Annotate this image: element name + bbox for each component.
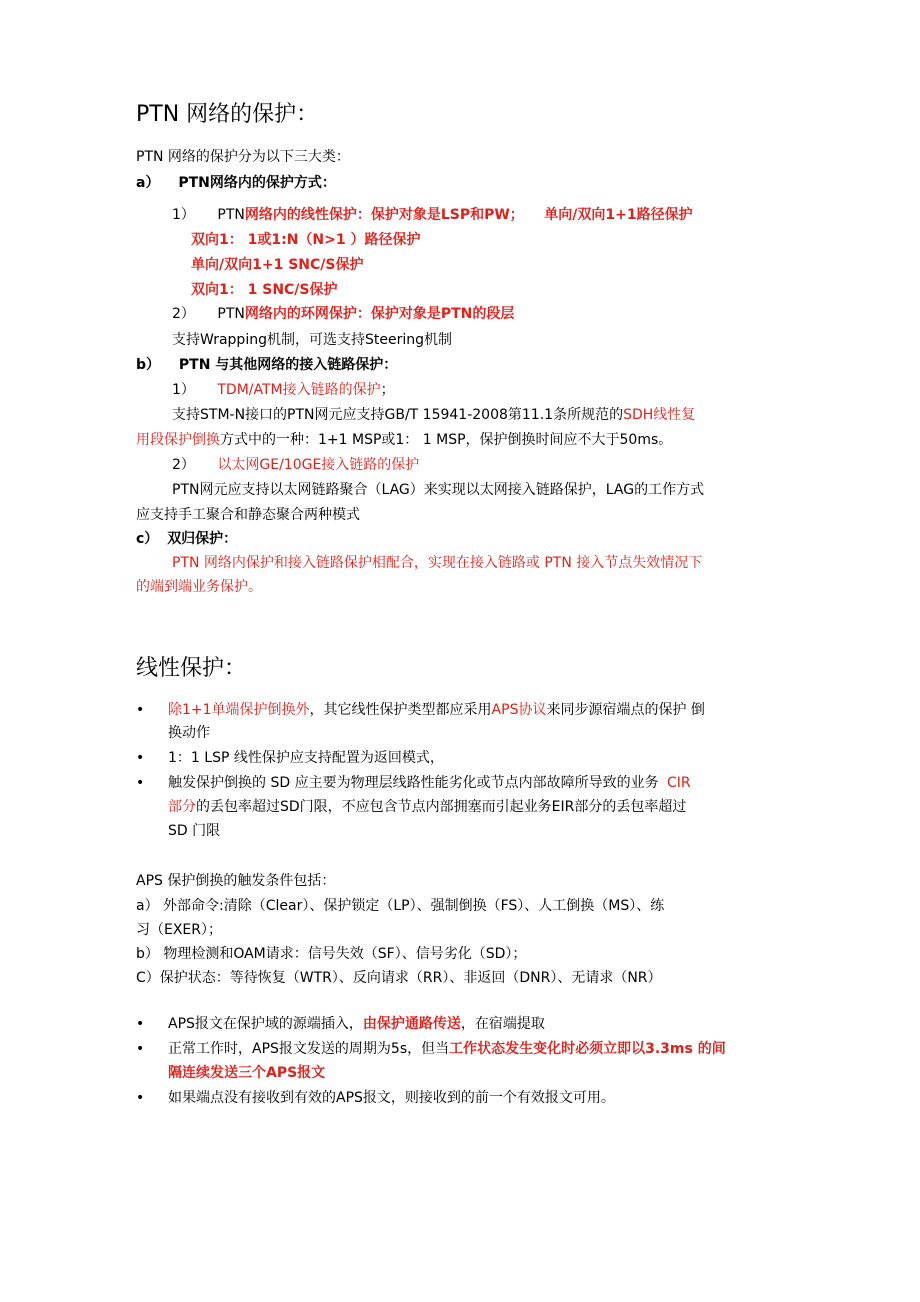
condition-b: b） 物理检测和OAM请求：信号失效（SF）、信号劣化（SD）； (136, 946, 527, 962)
a1-sub3: 双向1： 1 SNC/S保护 (191, 282, 338, 298)
intro-text: PTN 网络的保护分为以下三大类： (136, 149, 350, 165)
a2-red-text: 网络内的环网保护：保护对象是PTN的段层 (244, 306, 515, 322)
bullet1-line2: 换动作 (168, 725, 210, 741)
a1-sub1: 双向1： 1或1:N（N>1 ）路径保护 (191, 232, 421, 248)
b1-red-text: TDM/ATM接入链路的保护 (217, 382, 381, 398)
a1-red-text2: 单向/双向1+1路径保护 (544, 207, 693, 223)
a2-prefix: PTN (217, 306, 245, 322)
a2-line (172, 304, 514, 324)
bullet4-text-a: APS报文在保护域的源端插入， (168, 1016, 363, 1032)
bullet-icon: • (136, 1041, 145, 1057)
b1-line (172, 380, 395, 400)
bullet4-text-b: ，在宿端提取 (460, 1016, 545, 1032)
item-c-title: 双归保护： (167, 531, 238, 547)
item-b-heading (136, 355, 397, 375)
b1-desc2: 方式中的一种：1+1 MSP或1： 1 MSP，保护倒换时间应不大于50ms。 (220, 432, 673, 448)
a1-num: 1） (172, 207, 195, 223)
section-title-linear-protection: 线性保护： (136, 656, 247, 681)
item-a-title: PTN网络内的保护方式： (178, 175, 336, 191)
b2-desc-line1: PTN网元应支持以太网链路聚合（LAG）来实现以太网接入链路保护，LAG的工作方式 (172, 482, 705, 498)
b1-suffix: ； (380, 382, 395, 398)
bullet5-red-a: 工作状态发生变化时必须立即以3.3ms 的间 (449, 1041, 726, 1057)
b1-num: 1） (172, 382, 195, 398)
bullet-icon: • (136, 750, 145, 766)
b1-desc-line2 (136, 430, 672, 450)
b2-num: 2） (172, 457, 195, 473)
b1-desc1: 支持STM-N接口的PTN网元应支持GB/T 15941-2008第11.1条所规范的 (172, 407, 624, 423)
item-c-heading (136, 529, 237, 549)
bullet1-text-b: 来同步源宿端点的保护 倒 (546, 702, 705, 718)
c-desc-line2: 的端到端业务保护。 (136, 579, 262, 595)
bullet3-text1: 触发保护倒换的 SD 应主要为物理层线路性能劣化或节点内部故障所导致的业务 (168, 775, 659, 791)
bullet3-red2: 部分 (168, 799, 196, 815)
bullet3-line2 (168, 797, 686, 817)
bullet1-red-a: 除1+1单端保护倒换外 (168, 702, 310, 718)
bullet6-text: 如果端点没有接收到有效的APS报文，则接收到的前一个有效报文可用。 (168, 1090, 615, 1106)
a1-sub2: 单向/双向1+1 SNC/S保护 (191, 257, 364, 273)
bullet1-red-b: APS协议 (491, 702, 547, 718)
bullet5-line1 (168, 1039, 726, 1059)
bullet4-line (168, 1014, 545, 1034)
a1-prefix: PTN (217, 207, 245, 223)
condition-c: C）保护状态：等待恢复（WTR）、反向请求（RR）、非返回（DNR）、无请求（NR） (136, 970, 662, 986)
b1-desc2-red: 用段保护倒换 (136, 432, 220, 448)
b2-line (172, 455, 419, 475)
bullet-icon: • (136, 702, 145, 718)
condition-a-line1: a） 外部命令:清除（Clear）、保护锁定（LP）、强制倒换（FS）、人工倒换（MS）、练 (136, 898, 665, 914)
aps-intro: APS 保护倒换的触发条件包括： (136, 873, 336, 889)
bullet3-line1 (168, 773, 691, 793)
a2-note: 支持Wrapping机制，可选支持Steering机制 (172, 332, 452, 348)
item-c-label: c） (136, 531, 159, 547)
item-b-label: b） (136, 357, 161, 373)
bullet5-text-a: 正常工作时，APS报文发送的周期为5s，但当 (168, 1041, 450, 1057)
bullet-icon: • (136, 1016, 145, 1032)
bullet3-text2: 的丢包率超过SD门限，不应包含节点内部拥塞而引起业务EIR部分的丢包率超过 (196, 799, 687, 815)
b2-red-text: 以太网GE/10GE接入链路的保护 (217, 457, 420, 473)
b1-desc1-red: SDH线性复 (623, 407, 696, 423)
bullet5-line2: 隔连续发送三个APS报文 (168, 1065, 326, 1081)
bullet-icon: • (136, 775, 145, 791)
b2-desc-line2: 应支持手工聚合和静态聚合两种模式 (136, 507, 360, 523)
b1-desc-line1 (172, 405, 695, 425)
c-desc-line1: PTN 网络内保护和接入链路保护相配合，实现在接入链路或 PTN 接入节点失效情况下 (172, 555, 703, 571)
item-a-heading (136, 173, 336, 193)
bullet1-text-a: ，其它线性保护类型都应采用 (309, 702, 492, 718)
bullet-icon: • (136, 1090, 145, 1106)
a1-line (172, 205, 693, 225)
a1-red-text: 网络内的线性保护：保护对象是LSP和PW； (244, 207, 524, 223)
bullet2-text: 1：1 LSP 线性保护应支持配置为返回模式， (168, 750, 444, 766)
bullet3-red1: CIR (667, 775, 691, 791)
a2-num: 2） (172, 306, 195, 322)
item-b-title: PTN 与其他网络的接入链路保护： (178, 357, 398, 373)
bullet4-red: 由保护通路传送 (362, 1016, 461, 1032)
item-a-label: a） (136, 175, 160, 191)
condition-a-line2: 习（EXER）； (136, 922, 223, 938)
section-title-ptn-protection: PTN 网络的保护： (136, 102, 319, 127)
bullet3-line3: SD 门限 (168, 823, 221, 839)
bullet1-line1 (168, 700, 705, 720)
